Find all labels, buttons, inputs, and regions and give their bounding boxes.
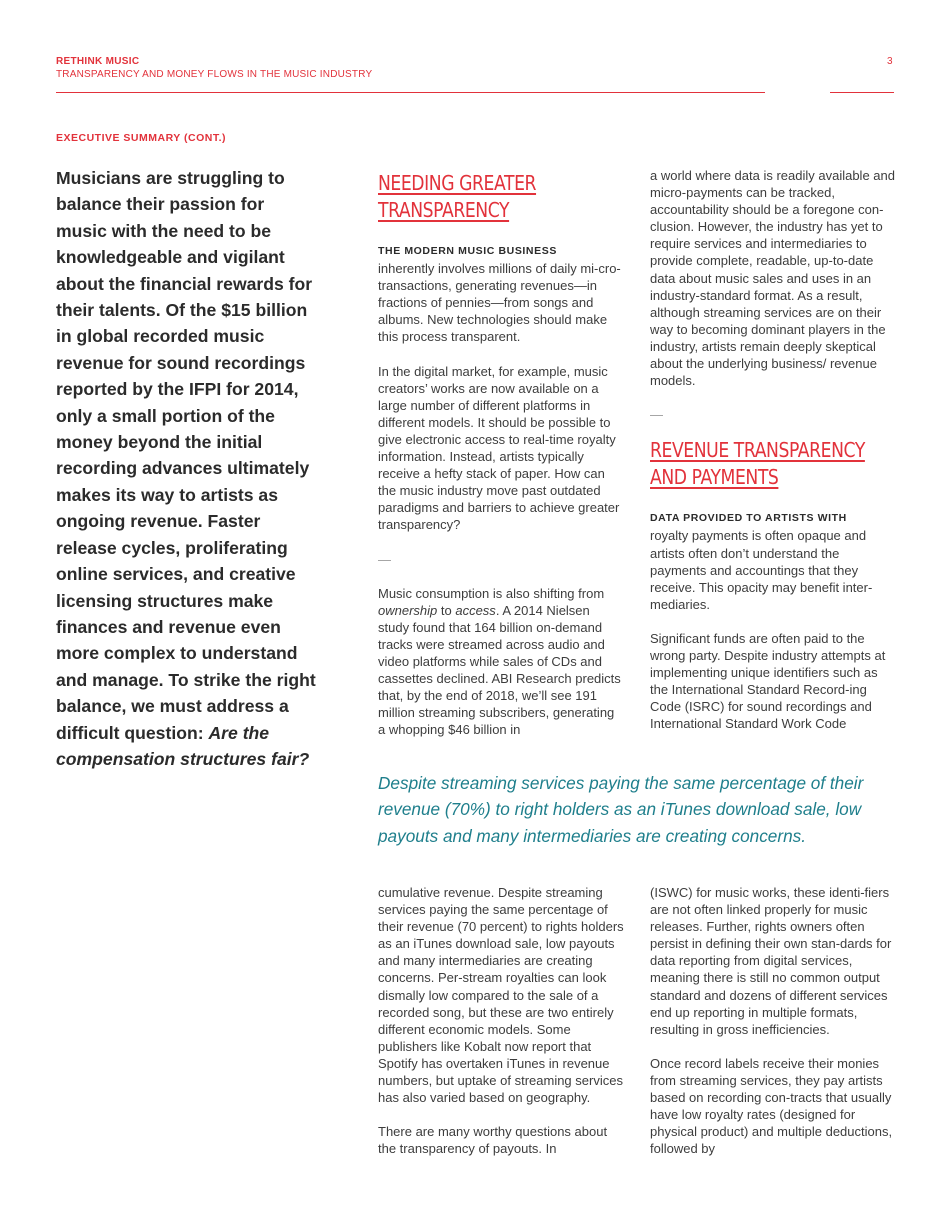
header-subtitle: TRANSPARENCY AND MONEY FLOWS IN THE MUSIC INDUSTRY bbox=[56, 69, 373, 80]
heading-revenue-line1: REVENUE TRANSPARENCY bbox=[650, 438, 865, 463]
paragraph: cumulative revenue. Despite streaming services paying the same percentage of their revenue (70 percent) to rights holders as an iTunes download sale, low payouts and many intermediaries are creating concerns. Per-stream royalties can look dismally low compared to the sale of a recorded song, but these are two entirely different economic models. Some publishers like Kobalt now report that Spotify has overtaken iTunes in revenue numbers, but uptake of streaming services has also varied based on geography. bbox=[378, 885, 624, 1106]
paragraph: Once record labels receive their monies from streaming services, they pay artists based on recording con-tracts that usually have low royalty rates (designed for physical product) and multiple deductions, followed by bbox=[650, 1055, 893, 1157]
paragraph: inherently involves millions of daily mi-cro-transactions, generating revenues—in fractions of pennies—from songs and albums. New technologies should make this process transparent. bbox=[378, 261, 621, 345]
page-number: 3 bbox=[887, 56, 893, 67]
text: . A 2014 Nielsen study found that 164 billion on-demand tracks were streamed across audio and video platforms while sales of CDs and cassettes declined. ABI Research predicts that, by the end of 2018, we’ll see 191 million streaming subscribers, generating a whopping $46 billion in bbox=[378, 602, 621, 738]
header-rule bbox=[56, 92, 765, 93]
kicker-data-provided: DATA PROVIDED TO ARTISTS WITH bbox=[650, 512, 847, 525]
paragraph: royalty payments is often opaque and artists often don’t understand the payments and accountings that they receive. This opacity may benefit inter-mediaries. bbox=[650, 528, 873, 612]
text: Music consumption is also shifting from bbox=[378, 585, 605, 601]
column-lower-right bbox=[650, 884, 896, 1157]
header-brand: RETHINK MUSIC bbox=[56, 56, 140, 67]
column-needing-transparency bbox=[378, 170, 624, 738]
paragraph: Significant funds are often paid to the wrong party. Despite industry attempts at implementing unique identifiers such as the International Standard Record-ing Code (ISRC) for sound recordings and International Standard Work Code bbox=[650, 630, 886, 732]
emphasis: ownership bbox=[378, 602, 438, 618]
text: to bbox=[437, 602, 456, 618]
paragraph bbox=[378, 585, 624, 739]
heading-needing-line1: NEEDING GREATER bbox=[378, 171, 537, 195]
heading-revenue-line2: AND PAYMENTS bbox=[650, 465, 779, 490]
section-dash: — bbox=[650, 407, 663, 423]
section-dash: — bbox=[378, 551, 391, 567]
emphasis: access bbox=[455, 602, 496, 618]
column-lower-left bbox=[378, 884, 624, 1157]
lead-paragraph bbox=[56, 165, 318, 772]
header-rule-short bbox=[830, 92, 894, 93]
paragraph: (ISWC) for music works, these identi-fiers are not often linked properly for music releases. Further, rights owners often persist in defining their own stan-dards for data reporting from digital services, meaning there is still no common output standard and dozens of different services end up reporting in multiple formats, resulting in gross inefficiencies. bbox=[650, 885, 892, 1037]
paragraph: There are many worthy questions about the transparency of payouts. In bbox=[378, 1124, 608, 1157]
column-revenue-transparency bbox=[650, 167, 896, 732]
paragraph: In the digital market, for example, music creators’ works are now available on a large number of different platforms in different models. It should be possible to give electronic access to real-time royalty information. Instead, artists typically receive a hefty stack of paper. How can the music industry move past outdated paradigms and barriers to achieve greater transparency? bbox=[378, 363, 620, 533]
lead-text: Musicians are struggling to balance their passion for music with the need to be knowledgeable and vigilant about the financial rewards for their talents. Of the $15 billion in global recorded music revenue for sound recordings reported by the IFPI for 2014, only a small portion of the money beyond the initial recording advances ultimately makes its way to artists as ongoing revenue. Faster release cycles, proliferating online services, and creative licensing structures make finances and revenue even more complex to understand and manage. To strike the right balance, we must address a difficult question: bbox=[56, 168, 316, 743]
pull-quote: Despite streaming services paying the same percentage of their revenue (70%) to right holders as an iTunes download sale, low payouts and many intermediaries are creating concerns. bbox=[378, 773, 864, 846]
lead-question: Are the compensation structures fair? bbox=[56, 722, 310, 769]
section-label: EXECUTIVE SUMMARY (CONT.) bbox=[56, 132, 227, 144]
kicker-modern-music-business: THE MODERN MUSIC BUSINESS bbox=[378, 245, 557, 257]
heading-needing-line2: TRANSPARENCY bbox=[378, 198, 510, 222]
paragraph: a world where data is readily available and micro-payments can be tracked, accountability should be a foregone con-clusion. However, the industry has yet to require services and intermediaries to provide complete, readable, up-to-date data about music sales and uses in an industry-standard format. As a result, although streaming services are on their way to becoming dominant players in the industry, artists remain deeply skeptical about the underlying business/ revenue models. bbox=[650, 168, 895, 389]
